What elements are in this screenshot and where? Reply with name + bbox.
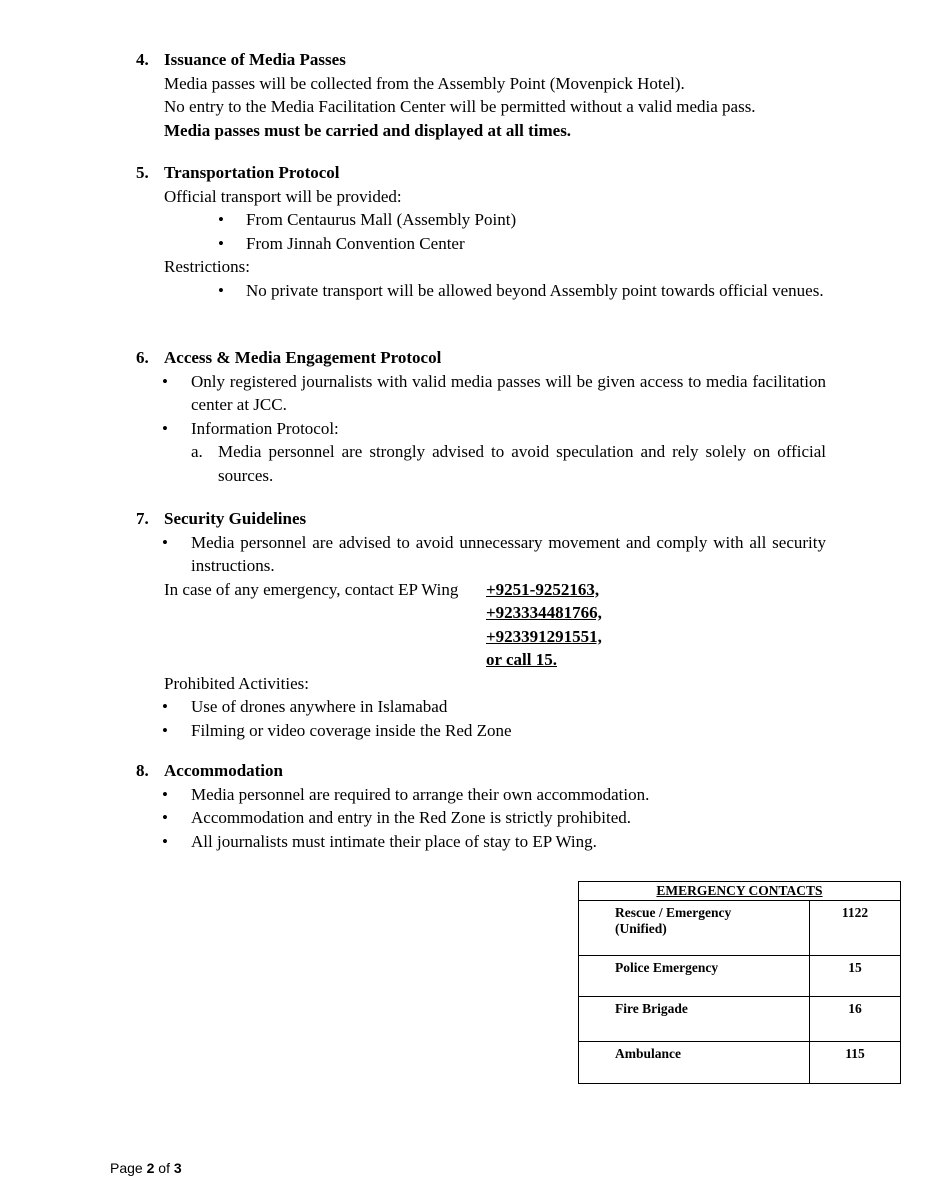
phone-numbers bbox=[486, 578, 602, 672]
emergency-contacts-table bbox=[578, 881, 901, 1084]
list-item: • All journalists must intimate their place of stay to EP Wing. bbox=[136, 830, 826, 854]
contact-label: Rescue / Emergency (Unified) bbox=[579, 901, 810, 956]
contact-label: Police Emergency bbox=[579, 956, 810, 997]
list-item: • Information Protocol: bbox=[136, 417, 826, 441]
bullet-icon: • bbox=[218, 210, 224, 229]
table-title: EMERGENCY CONTACTS bbox=[579, 882, 901, 901]
list-item: • Use of drones anywhere in Islamabad bbox=[136, 695, 826, 719]
list-item: • Accommodation and entry in the Red Zone is strictly prohibited. bbox=[136, 806, 826, 830]
contact-number: 1122 bbox=[810, 901, 901, 956]
bullet-icon: • bbox=[218, 233, 224, 253]
page-number-footer: Page 2 of 3 bbox=[110, 1160, 182, 1176]
section-transportation-protocol bbox=[136, 161, 826, 302]
contact-label: Ambulance bbox=[579, 1042, 810, 1084]
section-issuance-of-media-passes bbox=[136, 48, 826, 142]
paragraph-line: Media passes will be collected from the Assembly Point (Movenpick Hotel). bbox=[164, 73, 685, 93]
table-row bbox=[579, 997, 901, 1042]
table-row bbox=[579, 956, 901, 997]
list-item: • Media personnel are required to arrange their own accommodation. bbox=[136, 783, 826, 807]
phone-number: +923391291551, bbox=[486, 626, 602, 646]
list-item: • From Jinnah Convention Center bbox=[136, 232, 826, 256]
list-item: • Only registered journalists with valid media passes will be given access to media facilitation center at JCC. bbox=[162, 371, 826, 414]
list-item: • From Centaurus Mall (Assembly Point) bbox=[136, 208, 826, 232]
list-item: • Filming or video coverage inside the Red Zone bbox=[136, 719, 826, 743]
section-heading: 5. Transportation Protocol bbox=[136, 163, 340, 182]
phone-number: +923334481766, bbox=[486, 603, 602, 622]
bullet-icon: • bbox=[162, 697, 168, 716]
bullet-icon: • bbox=[162, 418, 168, 438]
list-item: • Media personnel are advised to avoid unnecessary movement and comply with all security instructions. bbox=[162, 532, 826, 575]
section-heading: 4. Issuance of Media Passes bbox=[136, 50, 346, 69]
paragraph-line: Prohibited Activities: bbox=[164, 673, 309, 693]
bullet-icon: • bbox=[162, 532, 168, 552]
section-heading: 7. Security Guidelines bbox=[136, 509, 307, 528]
contact-number: 115 bbox=[810, 1042, 901, 1084]
bullet-icon: • bbox=[218, 280, 224, 300]
bullet-icon: • bbox=[162, 808, 168, 827]
bullet-icon: • bbox=[162, 720, 168, 740]
emergency-contact-block bbox=[136, 578, 826, 672]
paragraph-line: Official transport will be provided: bbox=[164, 186, 402, 206]
paragraph-line-bold: Media passes must be carried and displayed at all times. bbox=[164, 120, 572, 140]
section-heading: 6. Access & Media Engagement Protocol bbox=[136, 348, 442, 367]
table-row bbox=[579, 901, 901, 956]
bullet-icon: • bbox=[162, 371, 168, 391]
contact-label: Fire Brigade bbox=[579, 997, 810, 1042]
bullet-icon: • bbox=[162, 784, 168, 804]
sub-list-item: a. Media personnel are strongly advised to avoid speculation and rely solely on official sources. bbox=[191, 442, 826, 485]
bullet-icon: • bbox=[162, 831, 168, 851]
contact-number: 16 bbox=[810, 997, 901, 1042]
section-heading: 8. Accommodation bbox=[136, 761, 283, 780]
phone-number: or call 15. bbox=[486, 650, 557, 669]
phone-number: +9251-9252163, bbox=[486, 579, 600, 599]
contact-number: 15 bbox=[810, 956, 901, 997]
list-item: • No private transport will be allowed beyond Assembly point towards official venues. bbox=[136, 279, 826, 303]
section-accommodation bbox=[136, 759, 826, 853]
emergency-lead-text: In case of any emergency, contact EP Wing bbox=[164, 579, 459, 599]
paragraph-line: No entry to the Media Facilitation Center will be permitted without a valid media pass. bbox=[164, 97, 756, 116]
section-security-guidelines bbox=[136, 507, 826, 742]
paragraph-line: Restrictions: bbox=[164, 257, 250, 276]
section-access-media-engagement bbox=[136, 346, 826, 487]
table-row bbox=[579, 1042, 901, 1084]
